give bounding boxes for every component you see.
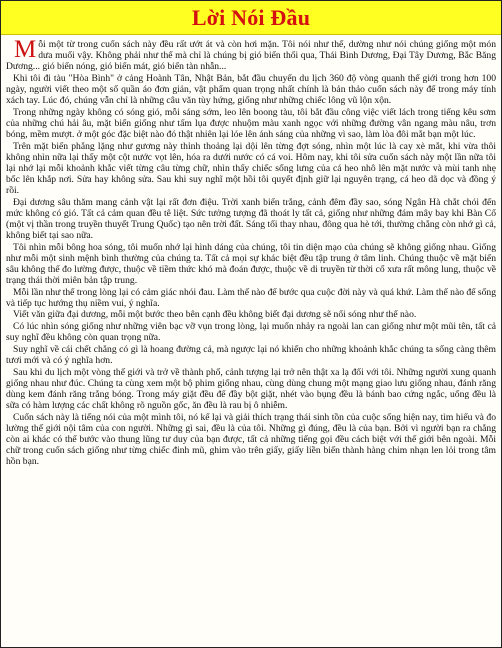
document-body [6, 36, 496, 468]
paragraph: Trong những ngày không có sóng gió, mỗi sáng sớm, leo lên boong tàu, tôi bắt đầu công việc viết lách trong tiếng kêu sơm của những chú hải âu, mặt biển giống như tấm lụa được nhuộm màu xanh ngọc với những đường vân ngang màu nâu, trơn bóng, mềm mượt. ở một góc đặc biệt nào đó thật nhiên lại lóe lên ánh sáng của những vì sao, làm lòa đôi mắt bạn một lúc. [6, 106, 496, 140]
paragraph-1 [6, 36, 496, 73]
paragraph: Viết văn giữa đại dương, mỗi một bước theo bên cạnh đều không biết đại dương sẽ nổi sóng như thế nào. [13, 309, 417, 321]
paragraph: Đại dương sâu thăm mang cảnh vật lại rất đơn điệu. Trời xanh biển trắng, cảnh đêm đầy sao, sóng Ngân Hà chắt chói đến mức không có gió. Tất cả cảm quan đều tê liệt. Sức tưởng tượng đã thoát ly tất cả, giống như những đám mây bay khi Bàn Cổ (một vị thần trong truyền thuyết Trung Quốc) tạo nên trời đất. Sáng tối thay nhau, đông qua hè tới, thường chẳng còn nhớ gì cả, không biết tại sao nữa. [6, 196, 496, 241]
paragraph: Khi tôi đi tàu "Hòa Bình" ở cảng Hoành Tân, Nhật Bản, bắt đầu chuyến du lịch 360 độ vòng quanh thế giới trong hơn 100 ngày, người viết theo một số quần áo đơn giản, vật phẩm quan trọng nhất chính là bản thảo cuốn sách này để trong máy tính xách tay. Lúc đó, chúng vẫn chỉ là những câu văn tùy hứng, giống như những chiếc lông vũ lộn xộn. [6, 72, 496, 107]
paragraph: Trên mặt biển phẳng lặng như gương này thỉnh thoảng lại dội lên từng đợt sóng, nhìn một lúc là cay xè mắt, khi vừa thôi không nhìn nữa lại thấy một cột nước vọt lên, hóa ra dưới nước có cá voi. Hôm nay, khi tôi sửa cuốn sách này một lần nữa tôi lại nhớ lại mỗi khoảnh khắc viết từng câu từng chữ, nhìn thấy chiếc sống lưng của cá heo nhô lên mặt nước và mùi tanh nhẹ bốc lên khắp nơi. Sửa hay không sửa. Sau khi suy nghĩ một hồi tôi quyết định giữ lại nguyên trạng, cá heo dã dọc và đồng ý rồi. [6, 140, 496, 196]
title-bar [1, 1, 501, 35]
paragraph: Suy nghĩ về cái chết chẳng có gì là hoang đường cả, mà ngược lại nó khiến cho những khoảnh khắc chúng ta sống càng thêm tươi mới và có ý nghĩa hơn. [6, 343, 496, 366]
paragraph: Có lúc nhìn sóng giống như những viên bạc vỡ vụn trong lòng, lại muốn nhảy ra ngoài lan can giống như một mũi tên, tất cả suy nghĩ đều không còn quan trọng nữa. [6, 321, 496, 344]
page-title: Lời Nói Đầu [191, 4, 311, 30]
drop-cap: M [14, 36, 37, 63]
paragraph: Cuốn sách này là tiếng nói của một mình tôi, nó kể lại và giải thích trạng thái sinh tồn của cuộc sống hiện nay, tìm hiểu và đo lường thế giới nội tâm của con người. Những gì sai, đều là của tôi. Những gì đúng, đều là của bạn. Bởi vì người bạn ra chẳng còn ai khác có thể bước vào thung lũng tư duy của bạn được, tất cả những tiếng gọi đều cách biệt với thế giới bên ngoài. Mỗi chữ trong cuốn sách giống như từng chiếc đinh mũ, ghim vào trên giấy, giấy liền biến thành hàng chim nhạn len lỏi trong tâm hồn bạn. [6, 411, 496, 467]
paragraph-1-text: ỗi một từ trong cuốn sách này đều rất ướt át và còn hơi mặn. Tôi nói như thế, dường như nói chúng giống một món dưa muối vậy. Không phải như thế mà chỉ là chúng bị gió biển thổi qua, Thái Bình Dương, Đại Tây Dương, Bắc Băng Dương... gió biển nóng, gió biển mát, gió biển tàn nhẫn... [6, 39, 496, 73]
paragraph: Tôi nhìn mỗi bông hoa sóng, tôi muốn nhớ lại hình dáng của chúng, tôi tin diện mạo của chúng sẽ không giống nhau. Giống như mỗi một sinh mệnh bình thường của chúng ta. Tất cả mọi sự khác biệt đều tập trung ở tâm linh. Chúng thuộc về mặt biển sâu không thể đo lường được, thuộc về tiềm thức khó mà đoán được, thuộc về di truyền từ thời cổ xưa rất mông lung, thuộc về trạng thái thời miên bản tập trung. [6, 241, 496, 286]
paragraph: Sau khi du lịch một vòng thế giới và trở về thành phố, cảnh tượng lại trở nên thật xa lạ đối với tôi. Những người xung quanh giống nhau như đúc. Chúng ta cùng xem một bộ phim giống nhau, cùng dùng chung một mạng giao lưu giống nhau, đánh răng dùng kem đánh răng trắng bóng. Trong máy giặt đều để đầy bột giặt, nhét vào bụng đều là bánh bao cứng ngắc, uống đều là sữa có hàm lượng các chất không rõ nguồn gốc, ăn đều là rau bị ô nhiễm. [6, 366, 496, 411]
paragraph: Mỗi lần như thế trong lòng lại có cảm giác nhói đau. Làm thế nào để bước qua cuộc đời này và quá khứ. Làm thế nào để sống và tiếp tục hướng thụ niềm vui, ý nghĩa. [6, 286, 496, 309]
